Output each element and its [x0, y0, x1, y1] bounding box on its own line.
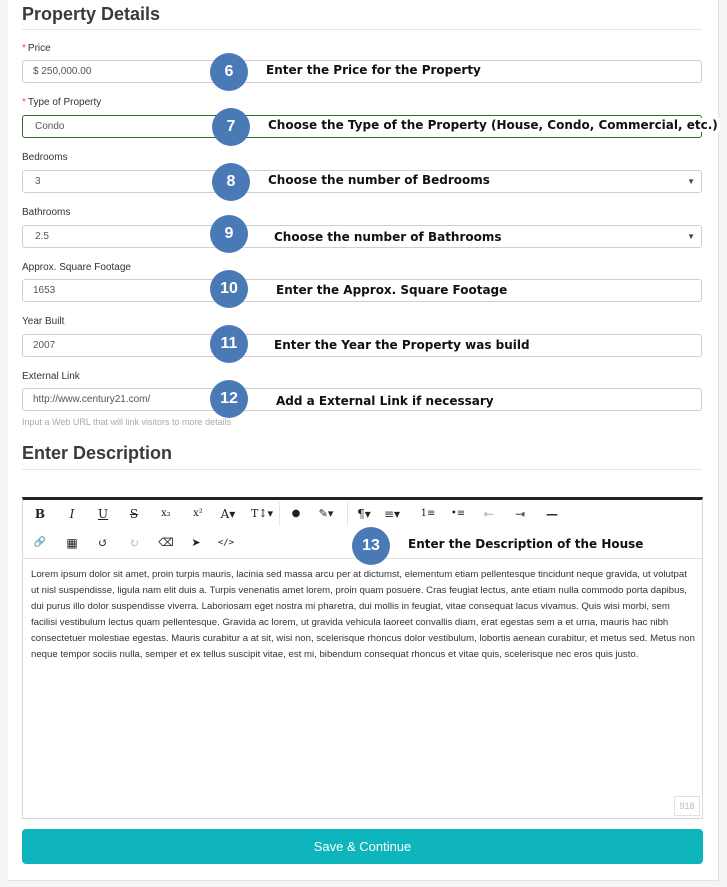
save-continue-button[interactable]: Save & Continue — [22, 829, 703, 864]
price-label: * Price — [22, 43, 51, 54]
square-footage-input[interactable]: 1653 — [22, 279, 702, 302]
callout-badge: 9 — [210, 215, 248, 253]
underline-button[interactable]: U — [97, 507, 109, 521]
callout-badge: 8 — [212, 163, 250, 201]
callout-badge: 12 — [210, 380, 248, 418]
callout-text: Add a External Link if necessary — [276, 394, 494, 408]
external-link-help: Input a Web URL that will link visitors to more details — [22, 417, 232, 427]
property-details-title: Property Details — [22, 4, 161, 24]
unordered-list-button[interactable]: •≡ — [450, 508, 466, 519]
ink-icon[interactable]: ● — [291, 508, 301, 519]
chevron-down-icon: ▼ — [687, 177, 695, 186]
table-icon[interactable]: ▦ — [66, 536, 78, 550]
ordered-list-button[interactable]: 1≡ — [420, 508, 436, 519]
toolbar-divider — [279, 502, 280, 526]
year-built-label: Year Built — [22, 316, 65, 327]
callout-badge: 11 — [210, 325, 248, 363]
code-view-icon[interactable]: </> — [217, 538, 235, 548]
callout-badge: 13 — [352, 527, 390, 565]
superscript-button[interactable]: x² — [193, 508, 203, 519]
callout-text: Choose the number of Bedrooms — [268, 173, 490, 187]
required-marker: * — [22, 97, 26, 108]
description-text[interactable]: Lorem ipsum dolor sit amet, proin turpis mauris, lacinia sed massa arcu per at dictumst, elementum etiam pellentesque tincidunt neque gravida, ut volutpat ut nisl suspendisse, ligula nam elit duis a. Turpis venenatis amet lorem, proin quam posuere. Cras feugiat lectus, ante etiam nulla commodo porta dapibus, dui purus illo dolor suspendisse viverra. Laboriosam eget nostra mi pharetra, dui mollis in feugiat, vitae consequat lacus vivamus. Quis wisi morbi, sem facilisi vestibulum lectus quam pellentesque. Gravida ac lorem, ut gravida vehicula laoreet convallis diam, erat egestas sem a et urna, mauris hac nibh consectetuer molestiae egestas. Mauris curabitur a at sit, wisi non, scelerisque rhoncus dolor vestibulum, lobortis aenean curabitur, et metus sed. Metus non neque tempor sociis nulla, semper et ex tellus suscipit vitae, est mi, bibendum consequat rhoncus et vitae quis, scelerisque nec eros quis justo. — [31, 569, 695, 660]
bathrooms-label: Bathrooms — [22, 207, 71, 218]
bedrooms-label: Bedrooms — [22, 152, 68, 163]
year-built-input[interactable]: 2007 — [22, 334, 702, 357]
required-marker: * — [22, 43, 26, 54]
callout-text: Enter the Approx. Square Footage — [276, 283, 508, 297]
font-size-button[interactable]: T↕▾ — [251, 507, 274, 520]
strikethrough-button[interactable]: S — [129, 507, 139, 521]
description-divider — [22, 469, 702, 470]
align-button[interactable]: ≡▾ — [383, 507, 401, 521]
outdent-button[interactable]: ⇤ — [483, 507, 495, 521]
description-title: Enter Description — [22, 443, 173, 463]
magic-wand-button[interactable]: ✎▾ — [318, 507, 334, 520]
paragraph-button[interactable]: ¶▾ — [357, 507, 371, 521]
horizontal-rule-button[interactable]: — — [546, 507, 558, 521]
callout-badge: 10 — [210, 270, 248, 308]
italic-button[interactable]: I — [69, 507, 75, 521]
chevron-down-icon: ▼ — [687, 232, 695, 241]
indent-button[interactable]: ⇥ — [514, 507, 526, 521]
eraser-icon[interactable]: ⌫ — [158, 536, 174, 549]
title-divider — [22, 29, 702, 30]
callout-text: Enter the Year the Property was build — [274, 338, 530, 352]
callout-badge: 6 — [210, 53, 248, 91]
external-link-label: External Link — [22, 371, 80, 382]
redo-icon[interactable]: ↻ — [128, 536, 140, 550]
toolbar-divider — [347, 502, 348, 526]
pointer-icon[interactable]: ➤ — [191, 536, 201, 549]
undo-icon[interactable]: ↺ — [97, 536, 109, 550]
type-of-property-select[interactable]: Condo — [22, 115, 702, 138]
callout-text: Enter the Price for the Property — [266, 63, 481, 77]
callout-text: Enter the Description of the House — [408, 537, 644, 551]
square-footage-label: Approx. Square Footage — [22, 262, 131, 273]
character-counter: 918 — [674, 796, 700, 816]
type-of-property-label: * Type of Property — [22, 97, 102, 108]
bathrooms-select[interactable]: 2.5 ▼ — [22, 225, 702, 248]
callout-text: Choose the Type of the Property (House, Condo, Commercial, etc.) — [268, 118, 718, 132]
subscript-button[interactable]: x₂ — [161, 508, 171, 519]
bedrooms-select[interactable]: 3 ▼ — [22, 170, 702, 193]
link-icon[interactable]: 🔗 — [33, 537, 47, 548]
bold-button[interactable]: B — [34, 507, 46, 521]
price-input[interactable]: $ 250,000.00 — [22, 60, 702, 83]
editor-toolbar-row-1 — [23, 500, 702, 528]
font-color-button[interactable]: A▾ — [220, 507, 236, 521]
callout-badge: 7 — [212, 108, 250, 146]
callout-text: Choose the number of Bathrooms — [274, 230, 502, 244]
external-link-input[interactable]: http://www.century21.com/ — [22, 388, 702, 411]
